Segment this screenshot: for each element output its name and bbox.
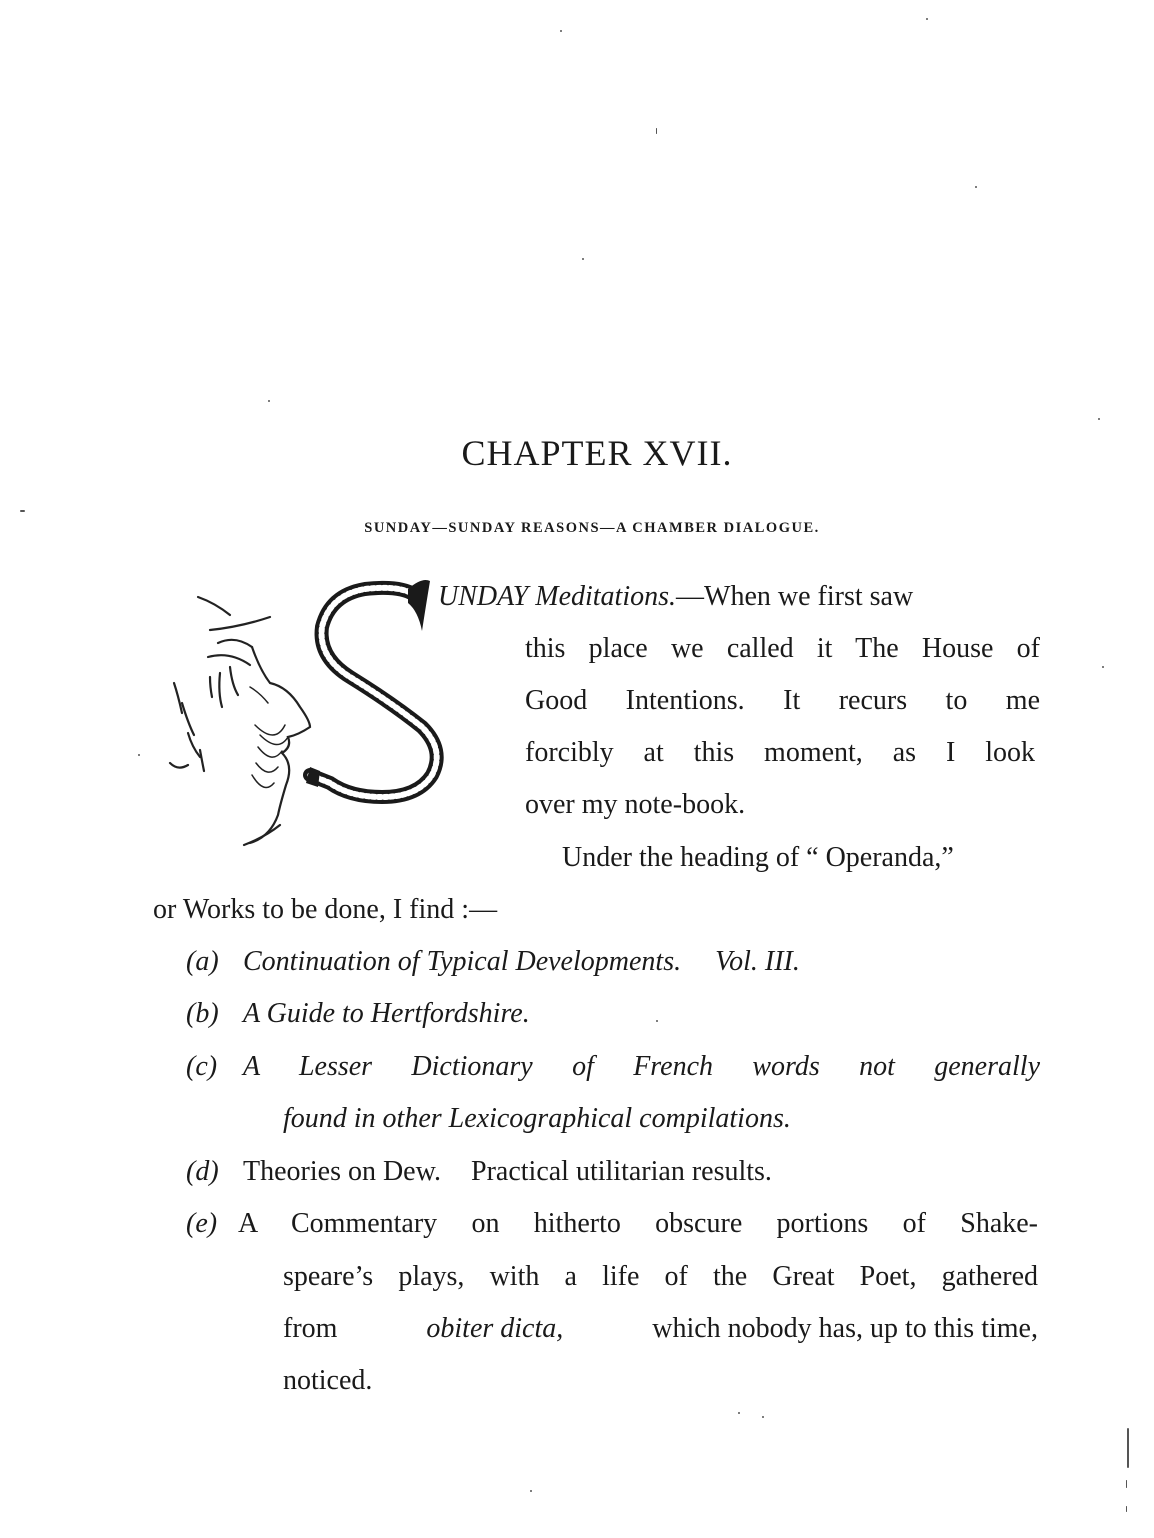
list-label-b: (b) (186, 998, 219, 1029)
list-item-c-line-1: A Lesser Dictionary of French words not generally (243, 1051, 1040, 1082)
list-label-d: (d) (186, 1156, 219, 1187)
chapter-subtitle: SUNDAY—SUNDAY REASONS—A CHAMBER DIALOGUE. (364, 520, 820, 536)
para2-line-1: Under the heading of “ Operanda,” (562, 842, 954, 873)
list-label-a: (a) (186, 946, 219, 977)
opening-line-1-rest: —When we first saw (676, 581, 914, 612)
chapter-title: CHAPTER XVII. (461, 433, 733, 473)
list-item-e-line-3-pre: from (283, 1313, 338, 1344)
list-item-e-line-2: speare’s plays, with a life of the Great Poet, gathered (283, 1261, 1038, 1292)
list-item-e-line-3-italic: obiter dicta, (426, 1313, 564, 1344)
list-item-e-line-1: A Commentary on hitherto obscure portions of Shake- (238, 1208, 1038, 1239)
opening-line-1 (438, 580, 1042, 614)
list-item-d-text: Theories on Dew. (243, 1156, 442, 1187)
list-item-a-text: Continuation of Typical Developments. (243, 946, 682, 977)
list-item-b-text: A Guide to Hertfordshire. (243, 998, 530, 1029)
para2-line-2: or Works to be done, I find :— (153, 894, 498, 925)
opening-line-2: this place we called it The House of (525, 633, 1040, 664)
list-item-a (243, 945, 800, 979)
ornamental-s-with-face-icon (160, 575, 450, 865)
list-item-a-extra: Vol. III. (715, 946, 800, 977)
list-item-e-line-3-post: which nobody has, up to this time, (652, 1313, 1038, 1344)
opening-line-5: over my note-book. (525, 789, 746, 820)
list-item-d-extra: Practical utilitarian results. (471, 1156, 772, 1187)
list-item-c-line-2: found in other Lexicographical compilations. (283, 1103, 791, 1134)
list-label-c: (c) (186, 1051, 218, 1082)
opening-line-3: Good Intentions. It recurs to me (525, 685, 1040, 716)
list-item-e-line-4: noticed. (283, 1365, 373, 1396)
opening-italic-heading: UNDAY Meditations. (438, 581, 677, 612)
list-label-e: (e) (186, 1208, 218, 1239)
list-item-d (243, 1155, 772, 1189)
list-item-e-line-3 (283, 1312, 1038, 1346)
opening-line-4: forcibly at this moment, as I look (525, 737, 1035, 768)
